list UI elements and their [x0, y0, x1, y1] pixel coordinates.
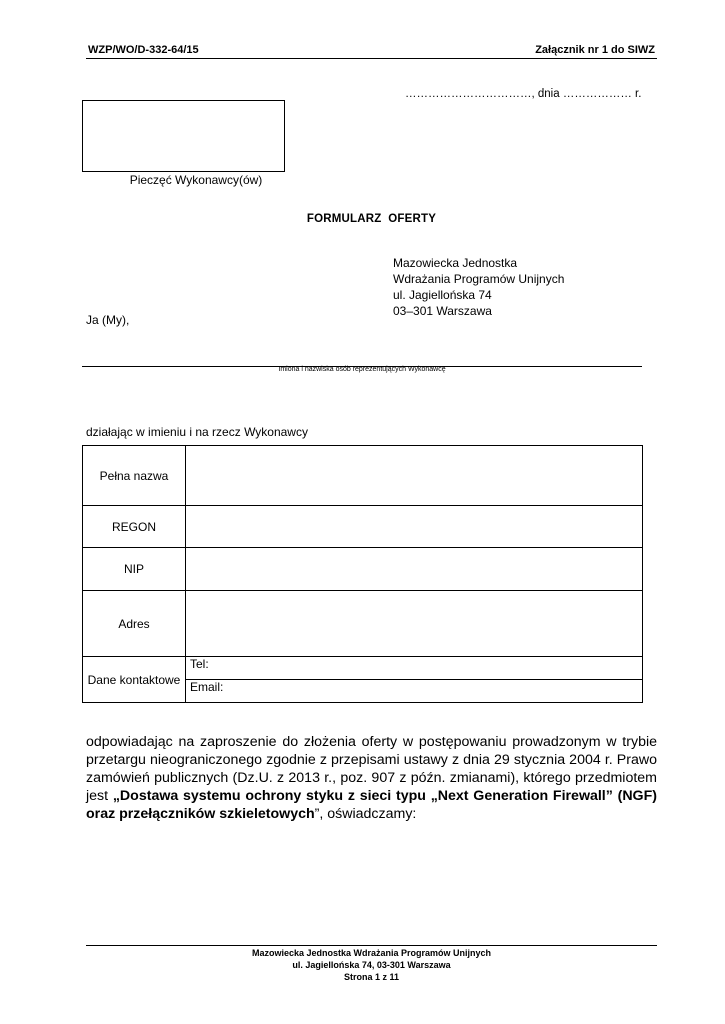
paragraph-text-end: ”, oświadczamy: — [314, 806, 417, 822]
nip-field[interactable] — [186, 548, 643, 591]
table-row — [83, 506, 643, 548]
regon-field[interactable] — [186, 506, 643, 548]
contact-label: Dane kontaktowe — [83, 657, 186, 703]
contractor-data-table — [82, 445, 643, 703]
addressee-line: Mazowiecka Jednostka — [393, 256, 518, 270]
date-separator: , dnia — [531, 88, 563, 100]
annex-label: Załącznik nr 1 do SIWZ — [535, 44, 655, 56]
contractor-stamp-label: Pieczęć Wykonawcy(ów) — [129, 173, 263, 187]
representatives-caption: Imiona i nazwiska osób reprezentujących Wykonawcę — [278, 366, 446, 373]
tel-field[interactable]: Tel: — [186, 657, 643, 680]
year-suffix: r. — [631, 88, 642, 100]
contractor-stamp-box — [82, 100, 285, 172]
address-label: Adres — [83, 591, 186, 657]
full-name-field[interactable] — [186, 446, 643, 506]
table-row — [83, 446, 643, 506]
address-field[interactable] — [186, 591, 643, 657]
paragraph-text: odpowiadając na zaproszenie do złożenia oferty w postępowaniu prowadzonym w trybie przetargu nieograniczonego zgodnie z przepisami ustawy z dnia 29 stycznia 2004 r. Prawo zamówień publicznych (Dz.U. z 2013 r., poz. 907 z późn. zmianami), którego przedmiotem jest — [86, 734, 657, 804]
place-date-line — [405, 88, 641, 100]
footer-organization: Mazowiecka Jednostka Wdrażania Programów Unijnych — [251, 948, 492, 958]
regon-label: REGON — [83, 506, 186, 548]
nip-label: NIP — [83, 548, 186, 591]
table-row — [83, 548, 643, 591]
email-field[interactable]: Email: — [186, 680, 643, 703]
acting-on-behalf-label: działając w imieniu i na rzecz Wykonawcy — [86, 425, 308, 439]
place-placeholder: …………………………… — [405, 88, 532, 100]
addressee-line: 03–301 Warszawa — [393, 304, 492, 318]
addressee-line: Wdrażania Programów Unijnych — [393, 272, 565, 286]
date-placeholder: ……………… — [562, 88, 632, 100]
page-number: Strona 1 z 11 — [343, 972, 400, 982]
table-row — [83, 657, 643, 680]
form-title: FORMULARZ OFERTY — [306, 213, 437, 225]
ja-my-label: Ja (My), — [86, 313, 130, 327]
document-reference: WZP/WO/D-332-64/15 — [88, 44, 199, 56]
footer-divider — [86, 945, 657, 946]
table-row — [83, 591, 643, 657]
full-name-label: Pełna nazwa — [83, 446, 186, 506]
offer-declaration-paragraph — [86, 733, 657, 823]
footer-address: ul. Jagiellońska 74, 03-301 Warszawa — [292, 960, 451, 970]
header-divider — [86, 58, 657, 59]
tender-subject: „Dostawa systemu ochrony styku z sieci typu „Next Generation Firewall” (NGF) oraz przełączników szkieletowych — [86, 788, 657, 822]
addressee-block — [393, 255, 564, 319]
addressee-line: ul. Jagiellońska 74 — [393, 288, 492, 302]
